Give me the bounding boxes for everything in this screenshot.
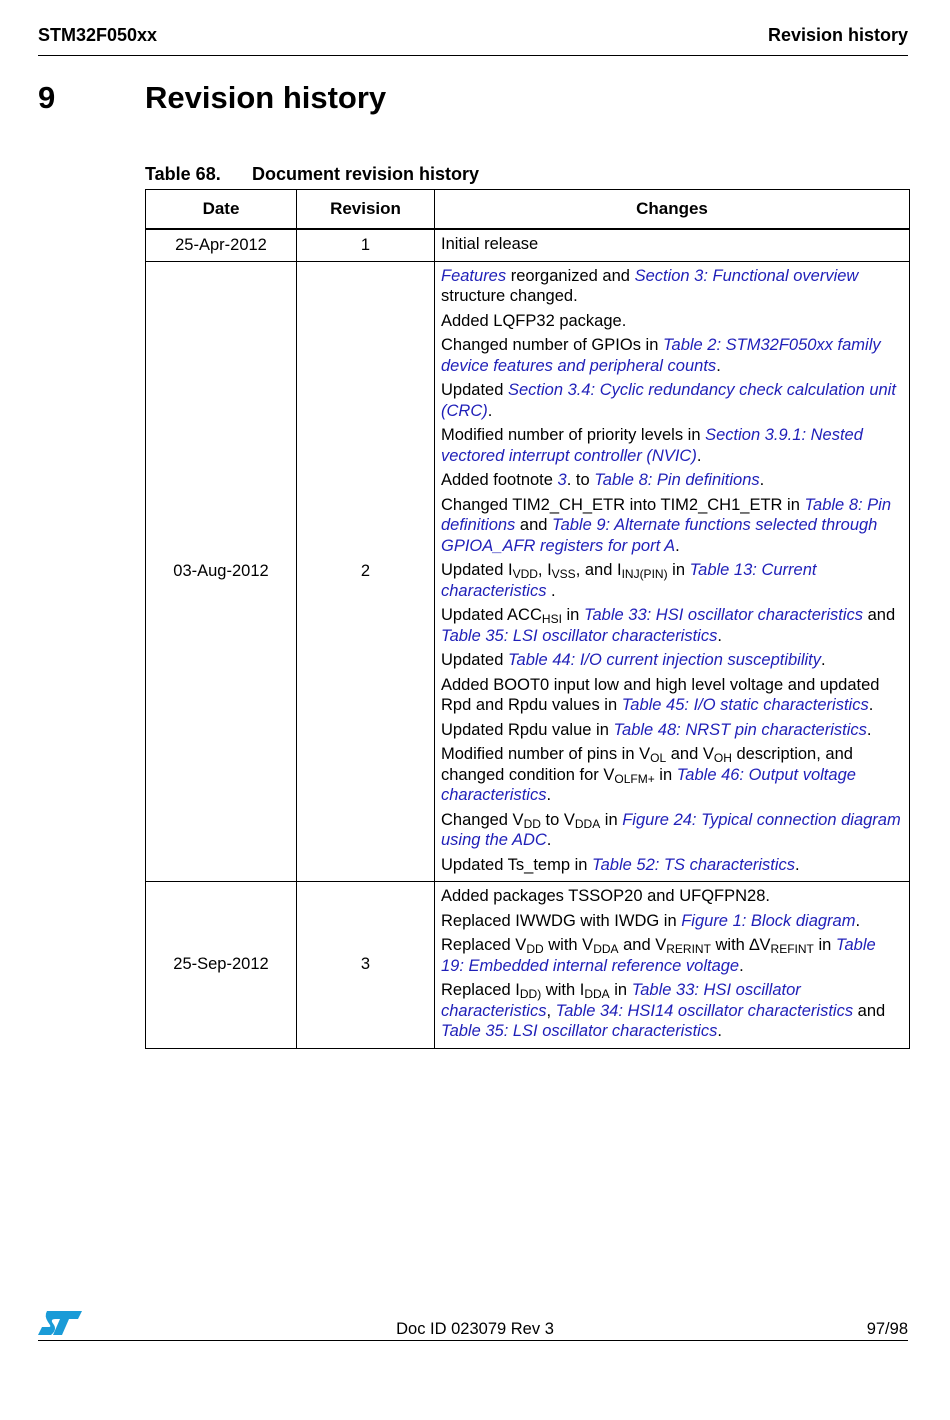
change-entry <box>441 266 903 307</box>
change-text: . <box>717 626 722 645</box>
change-text: in <box>561 606 584 624</box>
change-text: . <box>546 786 552 804</box>
change-text: Replaced I <box>441 981 520 999</box>
change-entry <box>441 650 903 671</box>
subscript-text: DDA <box>584 987 610 1001</box>
revision-history-table <box>145 189 910 1049</box>
change-text: and <box>863 606 896 624</box>
change-entry <box>441 234 903 255</box>
table-caption-number: Table 68. <box>145 164 221 184</box>
cross-reference-link[interactable]: Table 35: LSI oscillator characteristics <box>441 1022 718 1040</box>
cross-reference-link[interactable]: Section 3.9.1: Nested vectored interrupt controller (NVIC) <box>441 426 863 465</box>
change-text: and <box>853 1001 886 1020</box>
change-text: Modified number of pins in V <box>441 745 651 763</box>
change-text: and V <box>666 745 714 763</box>
cross-reference-link[interactable]: Table 19: Embedded internal reference voltage <box>441 936 876 975</box>
change-text: . <box>821 651 826 669</box>
change-text: Replaced V <box>441 936 527 954</box>
change-text: Added BOOT0 input low and high level voltage and updated Rpd and Rpdu values in <box>441 675 880 714</box>
change-text: in <box>654 765 677 784</box>
cross-reference-link[interactable]: Table 13: Current characteristics <box>441 561 817 600</box>
change-text: . <box>675 536 680 555</box>
change-entry <box>441 425 903 466</box>
change-text: . to <box>566 471 595 489</box>
subscript-text: VSS <box>551 567 576 581</box>
change-text: . <box>795 855 800 874</box>
change-text: Updated Rpdu value in <box>441 720 614 739</box>
footer-page-number: 97/98 <box>866 1320 908 1338</box>
change-text: , I <box>537 561 552 579</box>
cross-reference-link[interactable]: Table 44: I/O current injection susceptibility <box>507 651 822 669</box>
cross-reference-link[interactable]: Table 46: Output voltage characteristics <box>441 765 856 804</box>
change-entry <box>441 935 903 976</box>
change-text: . <box>866 720 872 739</box>
subscript-text: OH <box>713 751 732 765</box>
change-entry <box>441 495 903 557</box>
change-text: with V <box>543 936 594 954</box>
cross-reference-link[interactable]: Table 8: Pin definitions <box>441 495 892 534</box>
cross-reference-link[interactable]: Features <box>441 266 507 285</box>
cross-reference-link[interactable]: Table 45: I/O static characteristics <box>621 696 869 714</box>
change-text: Updated <box>441 381 508 399</box>
change-entry <box>441 980 903 1042</box>
change-text: Changed V <box>441 810 524 829</box>
change-text: in <box>609 981 632 999</box>
change-text: Modified number of priority levels in <box>441 426 706 444</box>
change-text: . <box>717 1022 722 1040</box>
header-product-name: STM32F050xx <box>38 25 158 45</box>
cross-reference-link[interactable]: 3 <box>557 471 567 489</box>
change-entry <box>441 855 903 876</box>
column-header-revision: Revision <box>297 190 435 230</box>
change-text: Initial release <box>441 235 539 253</box>
cell-revision: 3 <box>297 882 435 1049</box>
column-header-changes: Changes <box>435 190 910 230</box>
cross-reference-link[interactable]: Table 9: Alternate functions selected through GPIOA_AFR registers for port A <box>441 516 878 555</box>
subscript-text: OLFM+ <box>614 771 655 786</box>
table-row <box>146 261 910 882</box>
subscript-text: INJ(PIN) <box>621 567 668 581</box>
cell-revision: 2 <box>297 261 435 882</box>
change-text: . <box>739 956 744 975</box>
change-entry <box>441 380 903 421</box>
subscript-text: DD <box>523 816 541 831</box>
change-text: . <box>759 471 765 489</box>
change-text: Added packages TSSOP20 and UFQFPN28. <box>441 887 770 905</box>
change-text: Added LQFP32 package. <box>441 311 627 330</box>
cell-changes <box>435 229 910 261</box>
change-text: Changed TIM2_CH_ETR into TIM2_CH1_ETR in <box>441 495 805 514</box>
cross-reference-link[interactable]: Table 34: HSI14 oscillator characteristics <box>555 1001 854 1020</box>
table-header-row <box>146 190 910 230</box>
column-header-date: Date <box>146 190 297 230</box>
change-text: Updated Ts_temp in <box>441 855 593 874</box>
change-text: Added footnote <box>441 471 558 489</box>
cross-reference-link[interactable]: Table 35: LSI oscillator characteristics <box>441 626 718 645</box>
change-text: Changed number of GPIOs in <box>441 336 663 354</box>
cell-revision: 1 <box>297 229 435 261</box>
footer-divider <box>38 1340 908 1341</box>
change-text: with I <box>541 981 585 999</box>
table-row <box>146 882 910 1049</box>
change-text: Updated ACC <box>441 606 542 624</box>
cross-reference-link[interactable]: Table 52: TS characteristics <box>592 855 796 874</box>
change-entry <box>441 911 903 932</box>
change-text: Updated <box>441 651 508 669</box>
subscript-text: DD) <box>519 987 542 1001</box>
cross-reference-link[interactable]: Figure 24: Typical connection diagram using the ADC <box>441 810 901 849</box>
subscript-text: DDA <box>593 942 619 956</box>
cross-reference-link[interactable]: Table 33: HSI oscillator characteristics <box>441 981 801 1020</box>
change-entry <box>441 810 903 851</box>
change-entry <box>441 605 903 646</box>
subscript-text: REFINT <box>770 942 814 956</box>
table-caption <box>145 164 479 185</box>
change-entry <box>441 560 903 601</box>
change-entry <box>441 470 903 491</box>
table-caption-title: Document revision history <box>252 164 480 184</box>
subscript-text: DDA <box>574 816 601 831</box>
change-entry <box>441 675 903 716</box>
change-text: and <box>515 516 553 534</box>
cross-reference-link[interactable]: Figure 1: Block diagram <box>681 911 856 930</box>
change-entry <box>441 744 903 806</box>
cell-date: 25-Apr-2012 <box>146 229 297 261</box>
change-text: in <box>600 810 623 829</box>
table-row <box>146 229 910 261</box>
change-text: . <box>855 911 861 930</box>
change-text: to V <box>540 810 575 829</box>
section-title: Revision history <box>145 80 387 115</box>
change-text: Updated I <box>441 561 513 579</box>
cell-changes <box>435 261 910 882</box>
change-text: . <box>546 581 556 600</box>
change-entry <box>441 335 903 376</box>
change-entry <box>441 311 903 332</box>
subscript-text: DD <box>526 942 544 956</box>
change-text: , and I <box>575 561 622 579</box>
change-text: in <box>667 561 690 579</box>
change-text: description, and changed condition for V <box>441 745 853 784</box>
subscript-text: OL <box>650 751 667 765</box>
change-entry <box>441 720 903 741</box>
cross-reference-link[interactable]: Table 48: NRST pin characteristics <box>613 720 867 739</box>
change-text: . <box>696 446 702 465</box>
header-divider <box>38 55 908 56</box>
change-text: , <box>546 1001 556 1020</box>
cell-date: 03-Aug-2012 <box>146 261 297 882</box>
footer-doc-id: Doc ID 023079 Rev 3 <box>396 1320 554 1338</box>
change-text: . <box>716 356 721 375</box>
cross-reference-link[interactable]: Table 2: STM32F050xx family device features and peripheral counts <box>441 336 881 375</box>
header-section-name: Revision history <box>767 25 908 45</box>
change-text: structure changed. <box>441 287 578 305</box>
change-text: reorganized and <box>506 266 635 285</box>
subscript-text: VDD <box>512 567 538 581</box>
change-text: . <box>546 831 552 849</box>
change-text: . <box>487 401 493 420</box>
change-text: with ∆V <box>710 936 771 954</box>
cell-date: 25-Sep-2012 <box>146 882 297 1049</box>
section-number: 9 <box>38 80 56 115</box>
change-entry <box>441 886 903 907</box>
cell-changes <box>435 882 910 1049</box>
change-text: Replaced IWWDG with IWDG in <box>441 911 682 930</box>
subscript-text: RERINT <box>666 942 711 956</box>
table-body <box>146 229 910 1048</box>
cross-reference-link[interactable]: Section 3: Functional overview <box>634 266 859 285</box>
change-text: and V <box>618 936 667 954</box>
cross-reference-link[interactable]: Table 8: Pin definitions <box>594 471 760 489</box>
cross-reference-link[interactable]: Table 33: HSI oscillator characteristics <box>583 606 864 624</box>
change-text: in <box>813 936 836 954</box>
change-text: . <box>868 696 874 714</box>
cross-reference-link[interactable]: Section 3.4: Cyclic redundancy check calculation unit (CRC) <box>441 381 896 420</box>
subscript-text: HSI <box>541 612 562 626</box>
